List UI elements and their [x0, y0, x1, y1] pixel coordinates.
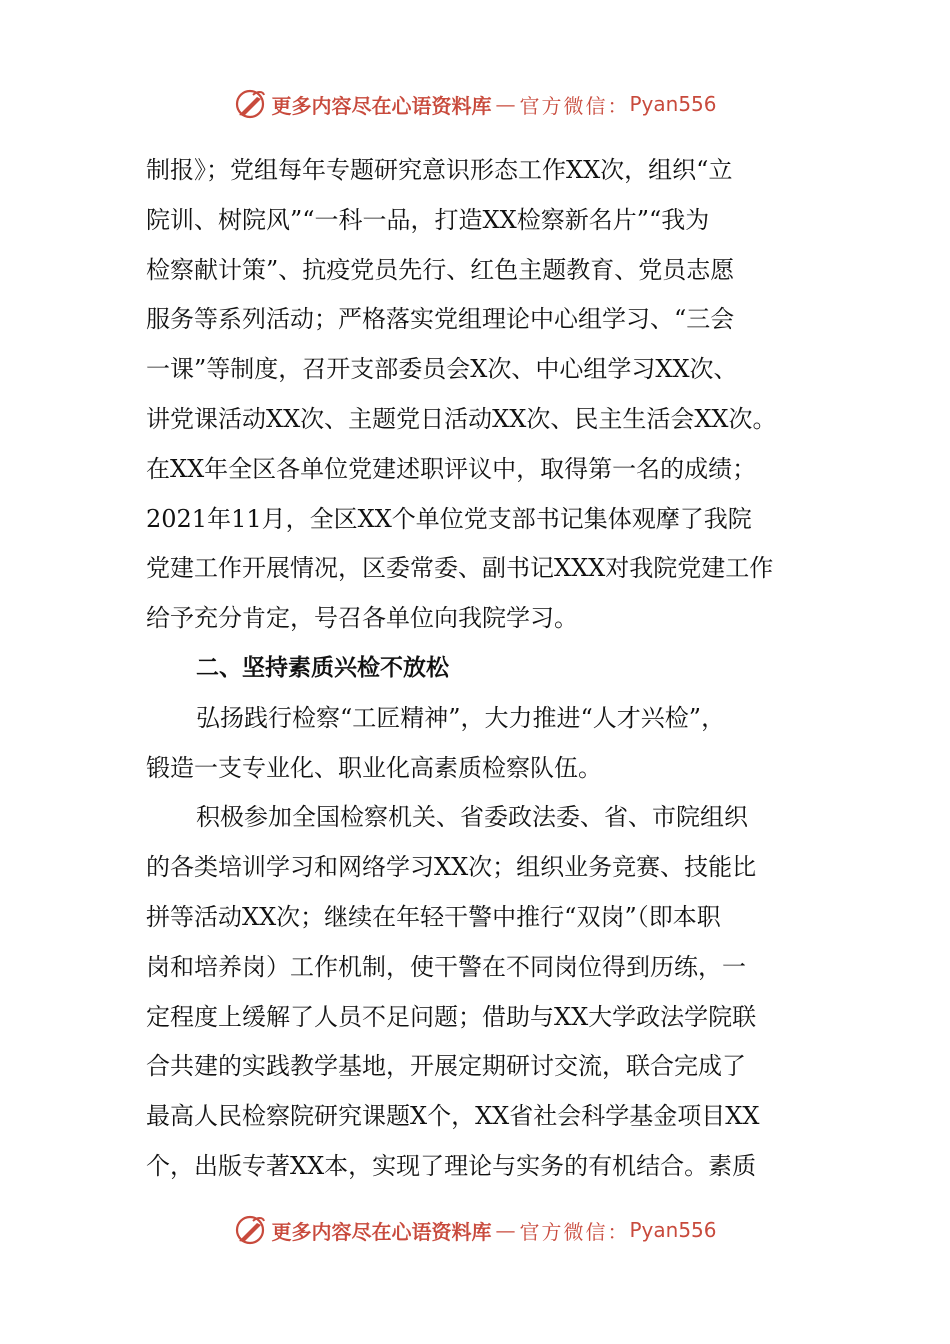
watermark-wechat-id: Pyan556: [629, 1218, 717, 1242]
pen-logo-icon: [233, 87, 267, 121]
text-line: 检察献计策”、抗疫党员先行、红色主题教育、党员志愿: [146, 255, 735, 284]
text-line: 个，出版专著XX本，实现了理论与实务的有机结合。素质: [146, 1151, 757, 1180]
text-line: 党建工作开展情况，区委常委、副书记XXX对我院党建工作: [146, 554, 774, 583]
watermark-dash: —: [495, 1218, 516, 1242]
text-line: 2021年11月，全区XX个单位党支部书记集体观摩了我院: [146, 504, 752, 533]
watermark-wechat-label: 官方微信：: [519, 1219, 630, 1244]
section-heading: 二、坚持素质兴检不放松: [196, 654, 449, 681]
text-line: 制报》；党组每年专题研究意识形态工作XX次，组织“立: [146, 156, 733, 184]
text-line: 院训、树院风”“一科一品，打造XX检察新名片”“我为: [146, 205, 710, 234]
text-line: 一课”等制度，召开支部委员会X次、中心组学习XX次、: [146, 355, 738, 384]
text-line: 服务等系列活动；严格落实党组理论中心组学习、“三会: [146, 305, 735, 334]
text-line: 的各类培训学习和网络学习XX次；组织业务竞赛、技能比: [146, 853, 757, 882]
watermark-wechat-label: 官方微信：: [519, 93, 630, 118]
text-line: 在XX年全区各单位党建述职评议中，取得第一名的成绩；: [146, 454, 757, 483]
text-line: 拼等活动XX次；继续在年轻干警中推行“双岗”（即本职: [146, 902, 721, 931]
watermark-brand: 更多内容尽在心语资料库: [271, 93, 492, 118]
watermark-brand: 更多内容尽在心语资料库: [271, 1219, 492, 1244]
text-line: 给予充分肯定，号召各单位向我院学习。: [146, 604, 578, 633]
text-line: 合共建的实践教学基地，开展定期研讨交流，联合完成了: [146, 1052, 746, 1081]
pen-logo-icon: [233, 1213, 267, 1247]
text-line: 锻造一支专业化、职业化高素质检察队伍。: [146, 753, 602, 782]
text-line: 岗和培养岗）工作机制，使干警在不同岗位得到历练，一: [146, 952, 746, 981]
text-line: 最高人民检察院研究课题X个，XX省社会科学基金项目XX: [146, 1102, 760, 1131]
watermark-footer: [0, 1210, 950, 1250]
watermark-header: [0, 84, 950, 124]
watermark-dash: —: [495, 92, 516, 116]
text-line: 积极参加全国检察机关、省委政法委、省、市院组织: [196, 803, 748, 832]
text-line: 讲党课活动XX次、主题党日活动XX次、民主生活会XX次。: [146, 404, 777, 433]
document-body: [146, 146, 826, 1192]
text-line: 定程度上缓解了人员不足问题；借助与XX大学政法学院联: [146, 1002, 757, 1031]
watermark-wechat-id: Pyan556: [629, 92, 717, 116]
text-line: 弘扬践行检察“工匠精神”，大力推进“人才兴检”，: [196, 703, 726, 732]
